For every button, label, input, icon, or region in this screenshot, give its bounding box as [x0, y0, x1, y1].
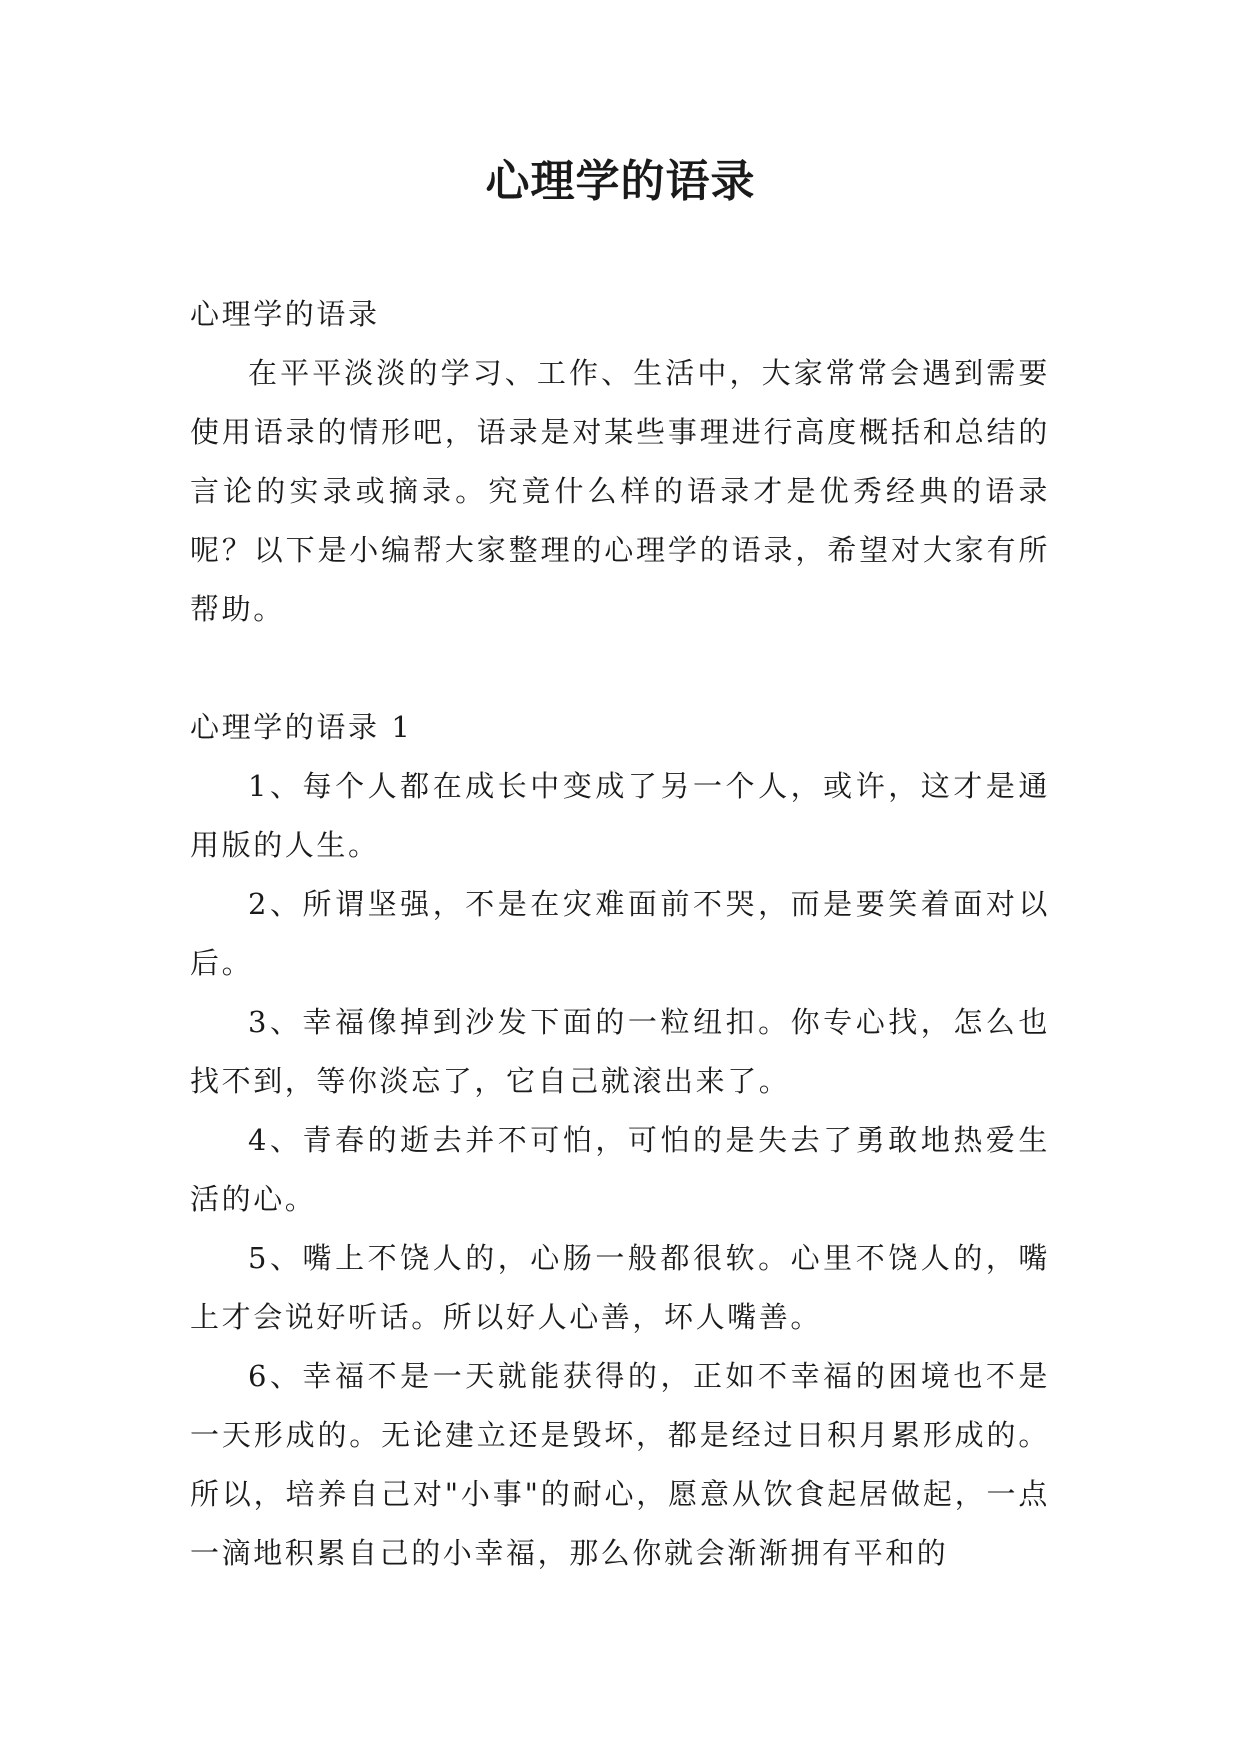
quote-item: 6、幸福不是一天就能获得的，正如不幸福的困境也不是一天形成的。无论建立还是毁坏，都是经过日积月累形成的。所以，培养自己对"小事"的耐心，愿意从饮食起居做起，一点一滴地积累自己的小幸福，那么你就会渐渐拥有平和的: [190, 1359, 1050, 1570]
quote-item: 1、每个人都在成长中变成了另一个人，或许，这才是通用版的人生。: [190, 769, 1050, 862]
document-title: 心理学的语录: [485, 156, 756, 207]
document-subtitle: 心理学的语录: [190, 297, 380, 331]
document-body: [190, 285, 1050, 1583]
section-heading: 心理学的语录 1: [190, 710, 413, 744]
intro-paragraph: 在平平淡淡的学习、工作、生活中，大家常常会遇到需要使用语录的情形吧，语录是对某些事理进行高度概括和总结的言论的实录或摘录。究竟什么样的语录才是优秀经典的语录呢？以下是小编帮大家整理的心理学的语录，希望对大家有所帮助。: [190, 356, 1050, 626]
quote-item: 5、嘴上不饶人的，心肠一般都很软。心里不饶人的，嘴上才会说好听话。所以好人心善，坏人嘴善。: [190, 1241, 1050, 1334]
quote-item: 2、所谓坚强，不是在灾难面前不哭，而是要笑着面对以后。: [190, 887, 1050, 980]
quote-item: 3、幸福像掉到沙发下面的一粒纽扣。你专心找，怎么也找不到，等你淡忘了，它自己就滚出来了。: [190, 1005, 1050, 1098]
quote-item: 4、青春的逝去并不可怕，可怕的是失去了勇敢地热爱生活的心。: [190, 1123, 1050, 1216]
